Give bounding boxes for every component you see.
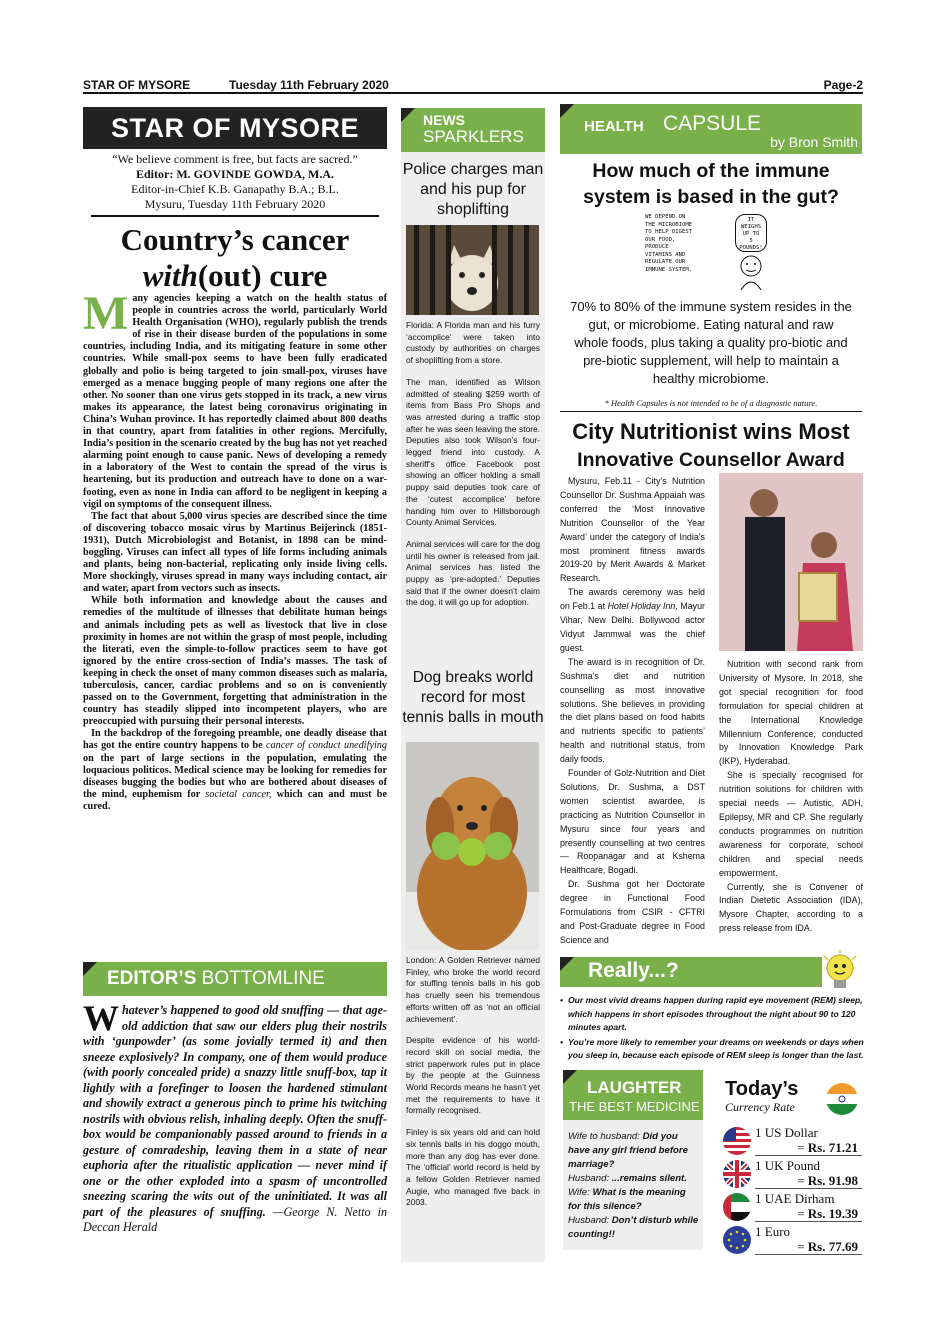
story-paragraph: Currently, she is Convener of Indian Dietetic Association (IDA), Mysore Chapter, according to a press release from IDA.	[719, 881, 863, 934]
banner-title-a: LAUGHTER	[587, 1078, 682, 1097]
uae-flag-icon	[723, 1193, 751, 1221]
headline-italic: with	[142, 258, 198, 293]
health-text: 70% to 80% of the immune system resides in the gut, or microbiome. Eating natural and raw whole foods, plus taking a quality pro-biotic and pre-biotic supplement, will help to maintain a healthy microbiome.	[570, 299, 852, 386]
joke-text	[568, 1130, 700, 1242]
uk-flag-icon	[723, 1160, 751, 1188]
equals-sign: =	[797, 1140, 808, 1155]
rate-row-eur	[720, 1224, 862, 1257]
paragraph-italic: cancer of conduct unedifying	[265, 740, 387, 752]
really-facts-list	[560, 994, 865, 1064]
bottomline-body: hatever’s happened to good old snuffing — that age-old addiction that saw our elders plug their nostrils with ‘gunpowder’ (as some jovially termed it) and then sneeze explosively? In company, one of them would produce (with poorly concealed pride) a snazzy little snuff-box, tap it lightly with a forefinger to loosen the hardened stimulant and showily extract a generous pinch to prime his twitching nostrils with obvious relish, inhaling deeply. Often the snuff-box would be companionably passed around to friends in a gesture of comradeship, leaving them in a state of near euphoria after the ritualistic application — never mind if one or the other exploded into a spasm of uncontrolled sneezing scaring the wits out of the uninitiated. It was all part of the pleasures of snuffing.	[83, 1003, 387, 1219]
currency-value	[797, 1206, 858, 1222]
chief-editor-line: Editor-in-Chief K.B. Ganapathy B.A.; B.L.	[131, 182, 339, 196]
line-text: ...remains silent.	[611, 1173, 687, 1184]
list-item: • Our most vivid dreams happen during rapid eye movement (REM) sleep, which happens in short episodes throughout the night about 90 to 120 minutes apart.	[560, 994, 865, 1035]
speaker: Husband:	[568, 1173, 612, 1184]
nutritionist-headline	[560, 418, 862, 474]
corner-decoration	[560, 104, 574, 118]
story-headline: Police charges man and his pup for shoplifting	[402, 161, 544, 218]
divider	[755, 1155, 862, 1156]
sketch-line: 5	[749, 238, 753, 244]
corner-decoration	[560, 957, 574, 971]
list-item: • You’re more likely to remember your dreams on weekends or days when you sleep in, because each episode of REM sleep is longer than the last.	[560, 1036, 865, 1063]
news-column	[401, 152, 545, 1262]
nutritionist-column-2	[719, 658, 863, 936]
equals-sign: =	[797, 1173, 808, 1188]
story-headline: Dog breaks world record for most tennis balls in mouth	[402, 669, 544, 726]
headline-line-1: Country’s cancer	[120, 222, 350, 257]
sketch-line: UP TO	[742, 231, 760, 237]
really-banner	[560, 957, 822, 987]
microbiome-sketch	[643, 212, 793, 290]
story-paragraph: The man, identified as Wilson admitted of stealing $259 worth of items from Bass Pro Shops and was arrested during a traffic stop after he was seen leaving the store. Deputies also took Wilson’s four-legged friend into custody. A sheriff’s office Facebook post showing an officer holding a small puppy said deputies took care of the ‘cutest accomplice’ before handing him over to Hillsborough County Animal Services.	[406, 376, 540, 528]
india-flag-icon	[826, 1083, 858, 1115]
currency-value	[797, 1239, 858, 1255]
paragraph-text: The awards ceremony was held on Feb.1 at	[560, 587, 705, 612]
rate-title: Today’s	[725, 1078, 799, 1100]
sketch-line: IT	[747, 217, 755, 223]
masthead: STAR OF MYSORE	[83, 107, 387, 149]
editorial-paragraph	[83, 287, 387, 511]
divider	[755, 1221, 862, 1222]
sketch-speech-bubble	[735, 214, 767, 252]
sketch-line: IMMUNE SYSTEM.	[645, 266, 693, 273]
story-paragraph: Mysuru, Feb.11 - City’s Nutrition Counsellor Dr. Sushma Appaiah was conferred the ‘Most Innovative Nutrition Counsellor of the Year Award’ under the category of India’s most prominent fitness awards 2019-20 by Merit Awards & Market Research.	[560, 476, 705, 584]
banner-title-a: HEALTH	[584, 118, 644, 135]
paragraph-text: any agencies keeping a watch on the health status of people in countries across the world, particularly World Health Organisation (WHO), regularly publish the trends of rise in their disease burden of the populations in some countries, including India, and its mitigating feature in some other countries. While small-pox seems to have been fully eradicated globally and polio is being targeted to join small-pox, viruses have emerged as a menace bugging people of many regions one after the other. No sooner than one virus gets stopped in its track, a new virus makes its appearance, the latest being coronavirus originating in China’s Wuhan province. It has reportedly claimed about 800 deaths in that country, apart from fatalities in other regions. Mercifully, India’s position in the scenario created by the bug has not yet reached alarming point enough to cause panic. News of developing a remedy in a laboratory of the West to contain the spread of the virus is heartening, but its production and outreach have to done on a war-footing, even as none in India can afford to be negligent in keeping a vigil on symptoms of the consequent illness.	[83, 293, 387, 510]
sketch-line: PRODUCE	[645, 244, 669, 250]
dateline: Mysuru, Tuesday 11th February 2020	[144, 197, 326, 211]
corner-decoration	[401, 108, 415, 122]
rate-subtitle: Currency Rate	[725, 1100, 795, 1114]
headline-rest: (out) cure	[197, 258, 328, 293]
banner-byline: by Bron Smith	[770, 134, 858, 150]
drop-cap: M	[83, 287, 129, 340]
rate-amount: Rs. 91.98	[807, 1173, 858, 1188]
equals-sign: =	[797, 1239, 808, 1254]
story-text	[406, 955, 540, 1219]
story-paragraph: The award is in recognition of Dr. Sushma’s diet and nutrition counselling as most innovative solutions. She believes in providing the diet plans based on food habits and nutrients specific to patients’ health and nutritional status, from daily foods.	[560, 656, 705, 765]
editors-bottomline-banner	[83, 962, 387, 996]
sketch-line: WEIGHS	[740, 224, 762, 230]
headline-line-2	[83, 258, 387, 294]
rate-amount: Rs. 77.69	[807, 1239, 858, 1254]
motto: “We believe comment is free, but facts are sacred.”	[112, 152, 358, 166]
joke-line	[568, 1186, 700, 1214]
paper-name: STAR OF MYSORE	[83, 78, 191, 92]
health-disclaimer: * Health Capsules is not intended to be of a diagnostic nature.	[560, 398, 862, 412]
story-text	[406, 320, 540, 619]
cartoon-figure-icon	[727, 254, 775, 290]
bottomline-text	[83, 998, 387, 1236]
sketch-line: OUR FOOD,	[645, 236, 676, 243]
story-paragraph: Finley is six years old and can hold six tennis balls in his doggo mouth, more than any dog has ever done. The ‘official’ world record is held by a fellow Golden Retriever named Augie, who managed five back in 2003.	[406, 1127, 540, 1208]
sketch-line: THE MICROBIOME	[645, 221, 693, 228]
masthead-info	[83, 152, 387, 217]
sketch-line: REGULATE OUR	[645, 259, 686, 265]
rate-row-aed	[720, 1191, 862, 1224]
line-text: What is the meaning for this silence?	[568, 1187, 686, 1212]
nutritionist-column-1	[560, 475, 705, 948]
story-paragraph: Florida: A Florida man and his furry ‘accomplice’ were taken into custody by authorities on charges of shoplifting from a store.	[406, 320, 540, 366]
sketch-line: WE DEPEND ON	[645, 214, 686, 220]
speaker: Husband:	[568, 1215, 612, 1226]
sketch-note-left	[645, 214, 692, 274]
banner-title-b: SPARKLERS	[423, 127, 524, 146]
editorial-paragraph	[83, 728, 387, 813]
currency-value	[797, 1140, 858, 1156]
banner-title	[107, 968, 325, 990]
sketch-line: POUNDS!	[739, 245, 763, 251]
editorial-paragraph: The fact that about 5,000 virus species are described since the time of discovering tobacco mosaic virus by Martinus Beijerinck (1851-1931), Dutch Microbiologist and Botanist, in 1898 can be mind-boggling. Viruses can infect all types of life forms including animals and plants, being non-bacterial, replicating only inside living cells. More shockingly, viruses spread in many ways including contact, air and water, apart from vectors such as insects.	[83, 510, 387, 595]
paragraph-text: on the part of large sections in the population, emulating the loquacious politicos. Medical science may be looking for remedies for diseases bugging the bodies but who are bothered about diseases of the mind, euphemism for	[83, 752, 387, 800]
editor-line: Editor: M. GOVINDE GOWDA, M.A.	[136, 167, 334, 181]
editorial-body	[83, 287, 387, 813]
story-paragraph	[560, 586, 705, 656]
currency-rate-box	[720, 1075, 862, 1261]
speaker: Wife to husband:	[568, 1131, 643, 1142]
story-paragraph: London: A Golden Retriever named Finley, who broke the world record for stuffing tennis balls in his gob has cruelly seen his tremendous efforts written off as ‘not an official achievement’.	[406, 955, 540, 1024]
sketch-line: TO HELP DIGEST	[645, 229, 693, 235]
sketch-line: VITAMINS AND	[645, 251, 686, 258]
paragraph-text: Mayur Vihar, New Delhi. Bollywood actor Vidyut Jammwal was the chief guest.	[560, 601, 705, 653]
equals-sign: =	[797, 1206, 808, 1221]
currency-name: 1 UK Pound	[755, 1158, 821, 1173]
editorial-paragraph: While both information and knowledge about the causes and remedies of the multitude of illnesses that debilitate human beings and animals including pets as well as livestock that live in close proximity in homes are not within the grasp of most people, including the literati, even the simple-to-follow practices seem to have got ignored by the entire cross-section of India’s masses. The task of keeping in check the onset of many common diseases such as malaria, tuberculosis, cancer, cardiac problems and so on is conveniently passed on to the Government, forgetting that administration in the country has steadily slipped into incompetent players, who are preoccupied with pursuing their personal interests.	[83, 595, 387, 728]
award-ceremony-photo	[719, 473, 863, 651]
corner-decoration	[83, 962, 97, 976]
rate-row-usd	[720, 1125, 862, 1158]
speaker: Wife:	[568, 1187, 593, 1198]
dog-cage-photo	[406, 225, 539, 315]
story-paragraph: She is specially recognised for nutrition solutions for children with special needs — Autistic, ADH, Epilepsy, MR and CP. She regularly conducts programmes on nutrition awareness for corporate, school children and special needs empowerment.	[719, 770, 863, 878]
bottomline-credit: —George N. Netto in Deccan Herald	[83, 1204, 387, 1234]
health-capsule-banner	[560, 104, 862, 154]
drop-cap: W	[83, 998, 119, 1038]
paragraph-text: which can and must be cured.	[83, 788, 387, 812]
banner-title: Really...?	[588, 959, 679, 982]
health-headline: How much of the immune system is based in the gut?	[583, 160, 839, 208]
rate-amount: Rs. 71.21	[807, 1140, 858, 1155]
story-paragraph: Despite evidence of his world-record skill on social media, the strict paperwork rules put in place by the people at the Guinness World Records means he hasn’t yet met the requirements to have it formally recognised.	[406, 1035, 540, 1116]
laughter-banner	[563, 1070, 703, 1120]
issue-date: Tuesday 11th February 2020	[229, 78, 389, 92]
headline-line-2: Innovative Counsellor Award	[577, 449, 845, 471]
banner-title-a: NEWS	[423, 112, 465, 128]
currency-name: 1 Euro	[755, 1224, 791, 1239]
news-sparklers-banner	[401, 108, 545, 152]
rate-amount: Rs. 19.39	[807, 1206, 858, 1221]
story-paragraph: Nutrition with second rank from University of Mysore. In 2018, she got special recognition for food formulation for special children at the International Knowledge Millennium Conference, conducted by Innovation Knowledge Park (IKP), Hyderabad.	[719, 659, 863, 767]
paragraph-italic: Hotel Holiday Inn,	[607, 601, 678, 612]
headline-line-1: City Nutritionist wins Most	[572, 419, 850, 444]
laughter-box	[563, 1120, 703, 1250]
banner-title-b: THE BEST MEDICINE	[569, 1099, 700, 1114]
rate-row-gbp	[720, 1158, 862, 1191]
joke-line	[568, 1172, 700, 1186]
line-text: Don’t disturb while counting!!	[568, 1215, 699, 1240]
banner-bold: EDITOR’S	[107, 968, 197, 989]
story-paragraph: Animal services will care for the dog until his owner is released from jail. Animal services has listed the puppy as ‘pre-adopted.’ Deputies said that if the owner doesn’t claim the dog, it will go up for adoption.	[406, 538, 540, 608]
divider	[755, 1254, 862, 1255]
golden-retriever-photo	[406, 742, 539, 950]
story-paragraph: Founder of Golz-Nutrition and Diet Solutions, Dr. Sushma, a DST women scientist awardee, is practicing as Nutrition Counsellor in Mysuru since four years and presently counselling at two centres — Roopanagar and at Kshema Healthcare, Bogadi.	[560, 768, 705, 876]
currency-name: 1 US Dollar	[755, 1125, 818, 1140]
us-flag-icon	[723, 1127, 751, 1155]
page-header	[83, 76, 863, 94]
corner-decoration	[563, 1070, 577, 1084]
page-number: Page-2	[823, 78, 863, 92]
paragraph-italic: societal cancer,	[205, 788, 272, 800]
currency-value	[797, 1173, 858, 1189]
banner-rest: BOTTOMLINE	[196, 968, 325, 989]
editorial-headline	[83, 222, 387, 294]
eu-flag-icon	[723, 1226, 751, 1254]
story-paragraph: Dr. Sushma got her Doctorate degree in Functional Food Formulations from CSIR - CFTRI and Post-Graduate degree in Food Science and	[560, 879, 705, 945]
joke-line	[568, 1130, 700, 1172]
divider	[91, 215, 379, 217]
joke-line	[568, 1214, 700, 1242]
paragraph-text: In the backdrop of the foregoing preamble, one deadly disease that has got the entire country happens to be	[83, 728, 387, 752]
divider	[755, 1188, 862, 1189]
banner-title-b: CAPSULE	[663, 112, 762, 135]
lightbulb-icon	[818, 950, 862, 994]
line-text: Did you have any girl friend before marriage?	[568, 1131, 688, 1170]
currency-name: 1 UAE Dirham	[755, 1191, 835, 1206]
